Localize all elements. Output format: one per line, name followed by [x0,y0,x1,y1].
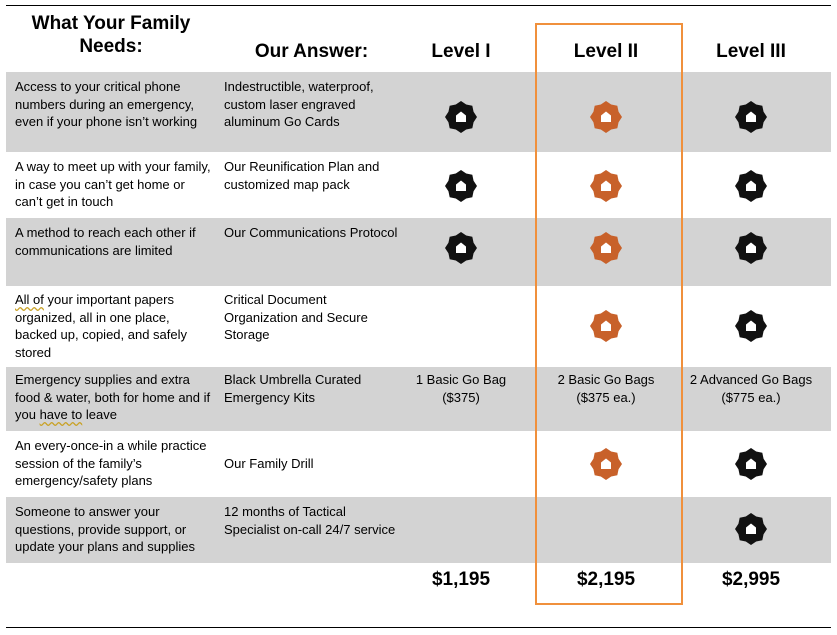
answer-cell: 12 months of Tactical Specialist on-call 24/7 service [224,504,396,537]
need-cell: Someone to answer your questions, provide support, or update your plans and supplies [15,504,195,554]
level-1-kit-text: 1 Basic Go Bag ($375) [415,372,507,405]
header-level-1: Level I [431,41,491,62]
need-cell: A way to meet up with your family, in case you can’t get home or can’t get in touch [15,159,211,209]
header-our-answer: Our Answer: [254,41,369,62]
need-cell: An every-once-in a while practice session of the family’s emergency/safety plans [15,438,207,488]
header-level-3: Level III [716,41,786,62]
answer-cell: Our Communications Protocol [224,225,398,240]
octagon-house-icon [735,513,767,545]
need-cell: All of your important papers organized, all in one place, backed up, copied, and safely stored [15,292,188,360]
level-2-kit-text: 2 Basic Go Bags ($375 ea.) [557,372,655,405]
level-2-highlight-box [535,23,683,605]
header-level-2: Level II [573,41,639,62]
need-cell: Access to your critical phone numbers during an emergency, even if your phone isn’t working [15,79,198,129]
header-needs: What Your Family Needs: [31,13,191,57]
octagon-house-icon [735,170,767,202]
price-level-2: $2,195 [576,569,636,590]
octagon-house-icon [445,101,477,133]
answer-cell: Black Umbrella Curated Emergency Kits [224,372,362,405]
level-3-kit-text: 2 Advanced Go Bags ($775 ea.) [689,372,813,405]
octagon-house-icon [445,170,477,202]
octagon-house-icon [735,310,767,342]
octagon-house-icon [735,101,767,133]
need-cell: Emergency supplies and extra food & water, both for home and if you have to leave [15,372,211,422]
answer-cell: Indestructible, waterproof, custom laser engraved aluminum Go Cards [224,79,374,129]
answer-cell: Critical Document Organization and Secure Storage [224,292,368,342]
price-level-3: $2,995 [721,569,781,590]
octagon-house-icon [735,448,767,480]
top-rule [6,5,831,6]
answer-cell: Our Family Drill [224,456,314,471]
need-cell: A method to reach each other if communications are limited [15,225,196,258]
answer-cell: Our Reunification Plan and customized map pack [224,159,380,192]
octagon-house-icon [445,232,477,264]
price-level-1: $1,195 [431,569,491,590]
octagon-house-icon [735,232,767,264]
bottom-rule [6,627,831,628]
